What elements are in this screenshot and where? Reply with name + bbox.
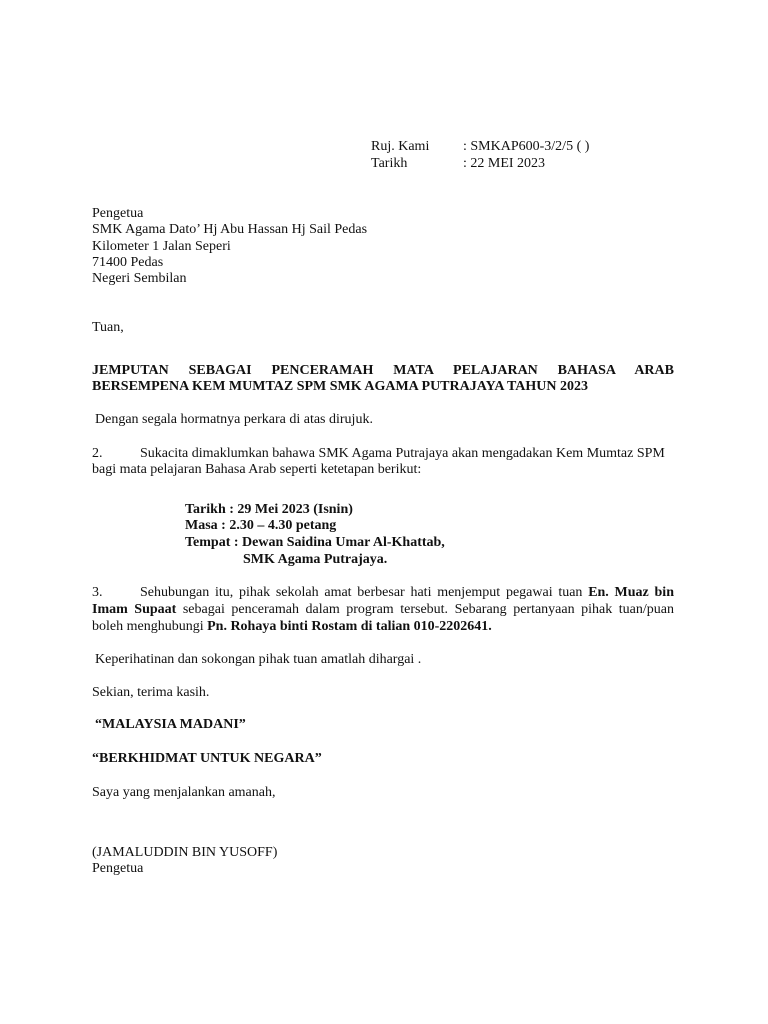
subject-line: BERSEMPENA KEM MUMTAZ SPM SMK AGAMA PUTRAJAYA TAHUN 2023 [92,379,588,394]
date-value: : 22 MEI 2023 [463,156,546,171]
paragraph-number: 3. [92,585,103,600]
paragraph-4: Keperihatinan dan sokongan pihak tuan amatlah dihargai . [95,652,422,667]
paragraph-text-part: sebagai penceramah dalam program tersebut. Sebarang pertanyaan pihak tuan/puan [176,602,674,617]
date-label: Tarikh [371,156,408,171]
closing: Sekian, terima kasih. [92,685,210,700]
subject-line: JEMPUTAN SEBAGAI PENCERAMAH MATA PELAJARAN BAHASA ARAB [92,363,674,378]
sign-off: Saya yang menjalankan amanah, [92,785,276,800]
motto-madani: “MALAYSIA MADANI” [95,717,246,732]
paragraph-text [92,601,674,618]
detail-date: Tarikh : 29 Mei 2023 (Isnin) [185,502,353,517]
paragraph-text: bagi mata pelajaran Bahasa Arab seperti ketetapan berikut: [92,462,422,477]
recipient-line: Negeri Sembilan [92,271,187,286]
invitee-name-cont: Imam Supaat [92,602,177,617]
paragraph-number: 2. [92,446,103,461]
recipient-line: Pengetua [92,206,144,221]
signatory-title: Pengetua [92,861,144,876]
paragraph-text [92,618,492,635]
paragraph-1: Dengan segala hormatnya perkara di atas dirujuk. [95,412,373,427]
paragraph-text [140,584,674,601]
signatory-name: (JAMALUDDIN BIN YUSOFF) [92,845,278,860]
paragraph-text-part: Sehubungan itu, pihak sekolah amat berbesar hati menjemput pegawai tuan [140,585,589,600]
contact-info: Pn. Rohaya binti Rostam di talian 010-2202641. [207,619,492,634]
detail-venue: Tempat : Dewan Saidina Umar Al-Khattab, [185,535,445,550]
detail-time: Masa : 2.30 – 4.30 petang [185,518,337,533]
invitee-name: En. Muaz bin [588,585,674,600]
recipient-line: SMK Agama Dato’ Hj Abu Hassan Hj Sail Pedas [92,222,368,237]
paragraph-text: Sukacita dimaklumkan bahawa SMK Agama Putrajaya akan mengadakan Kem Mumtaz SPM [140,446,665,461]
recipient-line: 71400 Pedas [92,255,164,270]
recipient-line: Kilometer 1 Jalan Seperi [92,239,231,254]
motto-berkhidmat: “BERKHIDMAT UNTUK NEGARA” [92,751,322,766]
detail-venue-line2: SMK Agama Putrajaya. [243,552,388,567]
salutation: Tuan, [92,320,124,335]
reference-value: : SMKAP600-3/2/5 ( ) [463,139,590,154]
reference-label: Ruj. Kami [371,139,430,154]
paragraph-text-part: boleh menghubungi [92,619,208,634]
